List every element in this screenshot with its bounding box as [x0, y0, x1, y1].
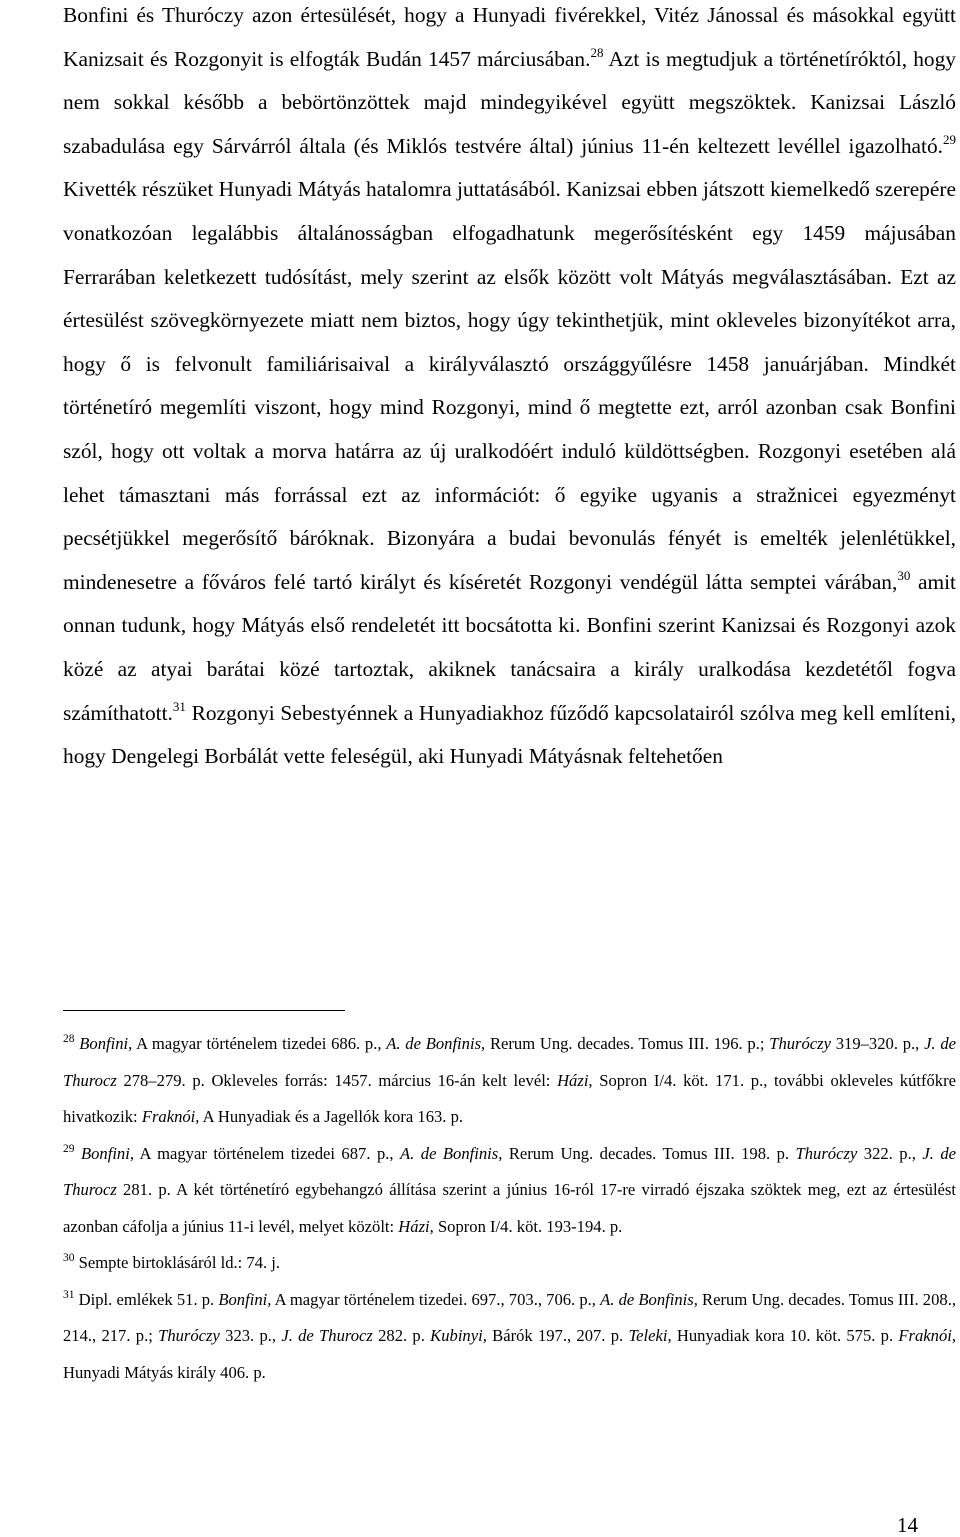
footnote-ref-29[interactable]: 29	[943, 131, 956, 147]
footnote-text: Hunyadiak kora 10. köt. 575. p.	[671, 1326, 899, 1345]
footnote-author: A. de Bonfinis,	[386, 1034, 486, 1053]
footnote-text: 281. p. A két történetíró egybehangzó állítása szerint a június 16-ról 17-re virradó éjszaka szöktek meg, ezt az értesülést azonban cáfolja a június 11-i levél, melyet közölt:	[63, 1180, 956, 1236]
main-paragraph	[63, 0, 956, 779]
footnote-separator	[63, 1010, 345, 1011]
footnote-author: Fraknói,	[898, 1326, 957, 1345]
footnote-author: Thuróczy	[769, 1034, 831, 1053]
footnote-number: 31	[63, 1288, 75, 1301]
footnote-author: Teleki,	[628, 1326, 672, 1345]
footnote-text: 319–320. p.,	[830, 1034, 925, 1053]
footnote-ref-28[interactable]: 28	[590, 44, 604, 60]
footnote-text: 282. p.	[372, 1326, 431, 1345]
footnote-text: 278–279. p. Okleveles forrás: 1457. március 16-án kelt levél:	[116, 1070, 558, 1090]
footnote-text: 323. p.,	[219, 1326, 282, 1345]
footnote-author: Házi,	[557, 1070, 593, 1090]
footnote-text: A magyar történelem tizedei 686. p.,	[132, 1034, 387, 1053]
footnote-28	[63, 1026, 956, 1136]
footnote-text: Sempte birtoklásáról ld.: 74. j.	[74, 1253, 281, 1272]
footnote-text: Hunyadi Mátyás király 406. p.	[63, 1362, 266, 1382]
footnote-text: 322. p.,	[857, 1143, 923, 1163]
body-text-5: Rozgonyi Sebestyénnek a Hunyadiakhoz fűződő kapcsolatairól szólva meg kell említeni, hogy Dengelegi Borbálát vette feleségül, aki Hunyadi Mátyásnak feltehetően	[63, 700, 956, 769]
footnote-29	[63, 1136, 956, 1246]
page-number: 14	[897, 1513, 918, 1537]
footnote-author: Bonfini,	[79, 1034, 133, 1053]
footnote-text: Dipl. emlékek 51. p.	[74, 1289, 219, 1309]
footnote-number: 28	[63, 1033, 75, 1045]
footnote-ref-31[interactable]: 31	[172, 698, 186, 714]
footnote-text: Sopron I/4. köt. 171. p., további okleveles kútfőkre hivatkozik:	[63, 1070, 956, 1126]
footnote-author: Thuróczy	[795, 1143, 858, 1163]
footnotes	[63, 1026, 956, 1391]
footnote-text: A magyar történelem tizedei 687. p.,	[134, 1143, 401, 1163]
footnote-author: J. de Thurocz	[281, 1326, 373, 1345]
footnote-author: J. de Thurocz	[63, 1143, 956, 1199]
footnote-author: Thuróczy	[158, 1326, 220, 1345]
footnote-author: J. de Thurocz	[63, 1034, 956, 1090]
body-text-3: Kivették részüket Hunyadi Mátyás hatalomra juttatásából. Kanizsai ebben játszott kiemelkedő szerepére vonatkozóan legalábbis általánosságban elfogadhatunk megerősítésként egy 1459 májusában Ferrarában keletkezett tudósítást, mely szerint az elsők között volt Mátyás megválasztásában. Ezt az értesülést szövegkörnyezete miatt nem biztos, hogy úgy tekinthetjük, mint okleveles bizonyítékot arra, hogy ő is felvonult familiárisaival a királyválasztó országgyűlésre 1458 januárjában. Mindkét történetíró megemlíti viszont, hogy mind Rozgonyi, mind ő megtette ezt, arról azonban csak Bonfini szól, hogy ott voltak a morva határra az új uralkodóért induló küldöttségben. Rozgonyi esetében alá lehet támasztani más forrással ezt az információt: ő egyike ugyanis a stražnicei egyezményt pecsétjükkel megerősítő báróknak. Bizonyára a budai bevonulás fényét is emelték jelenlétükkel, mindenesetre a főváros felé tartó királyt és kíséretét Rozgonyi vendégül látta semptei várában,	[63, 177, 956, 594]
footnote-author: Bonfini,	[218, 1289, 272, 1309]
footnote-author: A. de Bonfinis,	[600, 1289, 698, 1309]
footnote-number: 30	[63, 1252, 75, 1264]
footnote-text: A Hunyadiak és a Jagellók kora 163. p.	[199, 1107, 464, 1126]
footnote-text: A magyar történelem tizedei. 697., 703., 706. p.,	[271, 1289, 601, 1309]
footnote-text: Bárók 197., 207. p.	[486, 1326, 629, 1345]
footnote-31	[63, 1282, 956, 1392]
footnote-author: Házi,	[398, 1216, 434, 1236]
footnote-author: Bonfini,	[80, 1143, 134, 1163]
footnote-author: A. de Bonfinis,	[400, 1143, 503, 1163]
body-text-2: Azt is megtudjuk a történetíróktól, hogy nem sokkal később a bebörtönzöttek majd mindegyikével együtt megszöktek. Kanizsai László szabadulása egy Sárvárról általa (és Miklós testvére által) június 11-én keltezett levéllel igazolható.	[63, 46, 957, 158]
body-text-1: Bonfini és Thuróczy azon értesülését, hogy a Hunyadi fivérekkel, Vitéz Jánossal és másokkal együtt Kanizsait és Rozgonyit is elfogták Budán 1457 márciusában.	[63, 3, 956, 71]
footnote-text: Sopron I/4. köt. 193-194. p.	[433, 1216, 623, 1236]
footnote-number: 29	[63, 1142, 75, 1155]
body-text-4: amit onnan tudunk, hogy Mátyás első rendeletét itt bocsátotta ki. Bonfini szerint Kanizsai és Rozgonyi azok közé az atyai barátai közé tartoztak, akiknek tanácsaira a király uralkodása kezdetétől fogva számíthatott.	[63, 569, 956, 725]
footnote-text: Rerum Ung. decades. Tomus III. 198. p.	[502, 1143, 796, 1163]
footnote-author: Fraknói,	[141, 1107, 200, 1126]
page-body	[63, 0, 956, 785]
footnote-author: Kubinyi,	[430, 1326, 487, 1345]
footnote-30	[63, 1245, 956, 1282]
footnote-text: Rerum Ung. decades. Tomus III. 208., 214., 217. p.;	[63, 1289, 956, 1345]
footnote-ref-30[interactable]: 30	[897, 567, 911, 583]
footnote-text: Rerum Ung. decades. Tomus III. 196. p.;	[485, 1034, 770, 1053]
